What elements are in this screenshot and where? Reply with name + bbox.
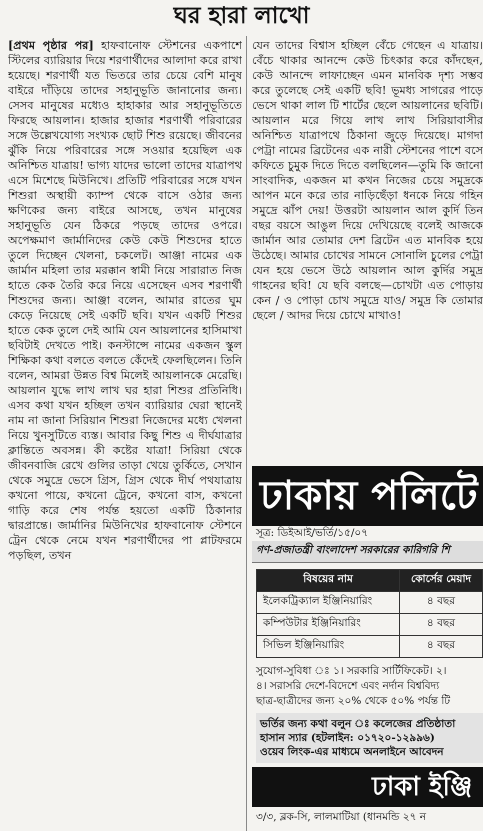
contact-hotline: হাসান স্যার (হটলাইন: ০১৭২০-১২৯৯৬) [260, 732, 435, 744]
online-apply-line: ওয়েব লিংক-এর মাধ্যমে অনলাইনে আবেদন [260, 746, 444, 758]
course-duration: ৪ বছর [400, 614, 483, 636]
polytechnic-advertisement [252, 466, 483, 831]
course-duration: ৪ বছর [400, 636, 483, 658]
article-column-left [8, 38, 242, 828]
table-row [257, 592, 483, 614]
table-row [257, 614, 483, 636]
discount-line: ছাত্র-ছাত্রীদের জন্য ২০% থেকে ৫০% পর্যন্ত টি [256, 695, 451, 707]
ad-subheading: গণ-প্রজাতন্ত্রী বাংলাদেশ সরকারের কারিগরি শি [252, 541, 483, 563]
duration-header: কোর্সের মেয়াদ [400, 570, 483, 592]
article-body-right: যেন তাদের বিশ্বাস হচ্ছিল বেঁচে গেছেন এ যাত্রায়। বেঁচে থাকার আনন্দে কেউ চিৎকার করে কাঁদছেন, কেউ আনন্দে লাফাচ্ছেন এমন মানবিক দৃশ্য সম্ভব করে তুলেছে সেই একটি ছবি! ভূমধ্য সাগরের পাড়ে ভেসে থাকা লাল টি শার্টের ছেলে আয়লানের ছবিটি। আয়লান মরে গিয়ে লাখ লাখ সিরিয়াবাসীর অনিশ্চিত যাত্রাপথে ঠিকানা জুড়ে দিয়েছে। মাগদা পেট্রা নামের ব্রিটেনের এক নারী স্টেশনের পাশে বসে কফিতে চুমুক দিতে দিতে বলছিলেন—তুমি কি জানো সাংবাদিক, একজন মা কখন নিজের চেয়ে সমুদ্রকে আপন মনে করে তার নাড়িছেঁড়া ধনকে নিয়ে গহিন সমুদ্রে ঝাঁপ দেয়! উত্তরটা আয়লান আল কুর্দি তিন বছর বয়সে আঙুল দিয়ে দেখিয়েছে বলেই আজকে জার্মান আর তোমার দেশ ব্রিটেন এত মানবিক হয়ে উঠেছে। আমার চোখের সামনে সোনালি চুলের পেট্রা যেন হয়ে ভেসে উঠে আয়লান আল কুর্দির সমুদ্র গাহনের ছবি! যে ছবি বলছে—চোখটা এত পোড়ায় কেন / ও পোড়া চোখ সমুদ্রে যাও/ সমুদ্র কি তোমার ছেলে / আদর দিয়ে চোখে মাখাও! [252, 39, 483, 322]
contact-box [256, 713, 483, 763]
ad-title: ঢাকায় পলিটে [252, 466, 483, 526]
ad-reference: সূত্র: ডিইআই/ভর্তি/১৫/০৭ [256, 527, 369, 539]
subject-header: বিষয়ের নাম [257, 570, 400, 592]
course-table [256, 569, 483, 658]
institute-address: ৩/৩, ব্লক-সি, লালমাটিয়া (ধানমন্ডি ২৭ ন [256, 811, 427, 823]
contact-line: ভর্তির জন্য কথা বলুন ঃ কলেজের প্রতিষ্ঠাতা [260, 718, 456, 730]
column-divider [246, 36, 247, 831]
article-column-right [252, 38, 483, 450]
course-name: কম্পিউটার ইঞ্জিনিয়ারিং [257, 614, 400, 636]
table-row [257, 636, 483, 658]
course-table-header [257, 570, 483, 592]
course-name: ইলেকট্রিক্যাল ইঞ্জিনিয়ারিং [257, 592, 400, 614]
article-body-left: হাফবানোফ স্টেশনের একপাশে স্টিলের ব্যারিয়ার দিয়ে শরণার্থীদের আলাদা করে রাখা হয়েছে। শরণার্থী যত ভিতরে তার চেয়ে বেশি মানুষ বাইরে দাঁড়িয়ে তাদের সহানুভূতি জানানোর জন্য। সেসব মানুষের মধ্যেও হাহাকার আর সহানুভূতিতে ফিরছে আয়লান। হাজার হাজার শরণার্থী পরিবারের সঙ্গে উল্লেখযোগ্য সংখ্যক ছোট শিশু রয়েছে। জীবনের ঝুঁকি নিয়ে পরিবারের সঙ্গে সওয়ার হয়েছিল এক অনিশ্চিত যাত্রায়! ভাগ্য যাদের ভালো তাদের যাত্রাপথ এসে মিশেছে মিউনিখে। প্রতিটি পরিবারের সঙ্গে যখন শিশুরা অস্থায়ী ক্যাম্প থেকে বাসে ওঠার জন্য ক্ষণিকের জন্য বাইরে আসছে, তখন মানুষের সহানুভূতি যেন ঠিকরে পড়ছে তাদের ওপরে। অপেক্ষমাণ জার্মানিদের কেউ কেউ শিশুদের হাতে তুলে দিচ্ছেন খেলনা, চকলেট। আঞ্জা নামের এক জার্মান মহিলা তার মরক্কান স্বামী নিয়ে সারারাত নিজ হাতে কেক তৈরি করে নিয়ে এসেছেন এসব শরণার্থী শিশুদের জন্য। আঞ্জা বলেন, আমার রাতের ঘুম কেড়ে নিয়েছে সেই একটি ছবি। যখন একটি শিশুর হাতে কেক তুলে দেই আমি যেন আয়লানের হাসিমাখা ছবিটাই দেখতে পাই। কনস্টান্সে নামের একজন স্কুল শিক্ষিকা কথা বলতে বলতে কেঁদেই ফেলছিলেন। তিনি বলেন, আমরা উন্নত বিশ্ব মিলেই আয়লানকে মেরেছি। আয়লান যুদ্ধে লাখ লাখ ঘর হারা শিশুর প্রতিনিধি। এসব কথা যখন হচ্ছিল তখন ব্যারিয়ার ঘেরা স্থানেই নাম না জানা সিরিয়ান শিশুরা নিজেদের মধ্যে খেলনা নিয়ে খুনসুটিতে ব্যস্ত। আবার কিছু শিশু এ দীর্ঘযাত্রার ক্লান্তিতে অবসন্ন। কী কষ্টের যাত্রা! সিরিয়া থেকে জীবনবাজি রেখে গুলির তাড়া খেয়ে তুর্কিতে, সেখান থেকে সমুদ্রে ভেসে গ্রিস, গ্রিস থেকে দীর্ঘ পথযাত্রায় কখনো পায়ে, কখনো ট্রেনে, কখনো বাস, কখনো গাড়ি করে শেষ পর্যন্ত হয়তো একটি ঠিকানার দ্বারপ্রান্তে। জার্মানির মিউনিখের হাফবানোফ স্টেশনে ট্রেন থেকে নেমে যখন শরণার্থীদের পা প্লাটফরমে পড়ছিল, তখন [8, 39, 242, 562]
course-duration: ৪ বছর [400, 592, 483, 614]
continued-kicker: [প্রথম পৃষ্ঠার পর] [8, 38, 94, 52]
page-headline: ঘর হারা লাখো [173, 2, 310, 29]
facilities-line: সুযোগ-সুবিধা ঃ ১। সরকারি সার্টিফিকেট। ২। [256, 665, 447, 677]
institute-banner: ঢাকা ইঞ্জি [252, 767, 483, 807]
facilities-line: ৪। সরাসরি দেশে-বিদেশে এবং নর্দান বিশ্ববিদ্য [256, 680, 440, 692]
course-name: সিভিল ইঞ্জিনিয়ারিং [257, 636, 400, 658]
